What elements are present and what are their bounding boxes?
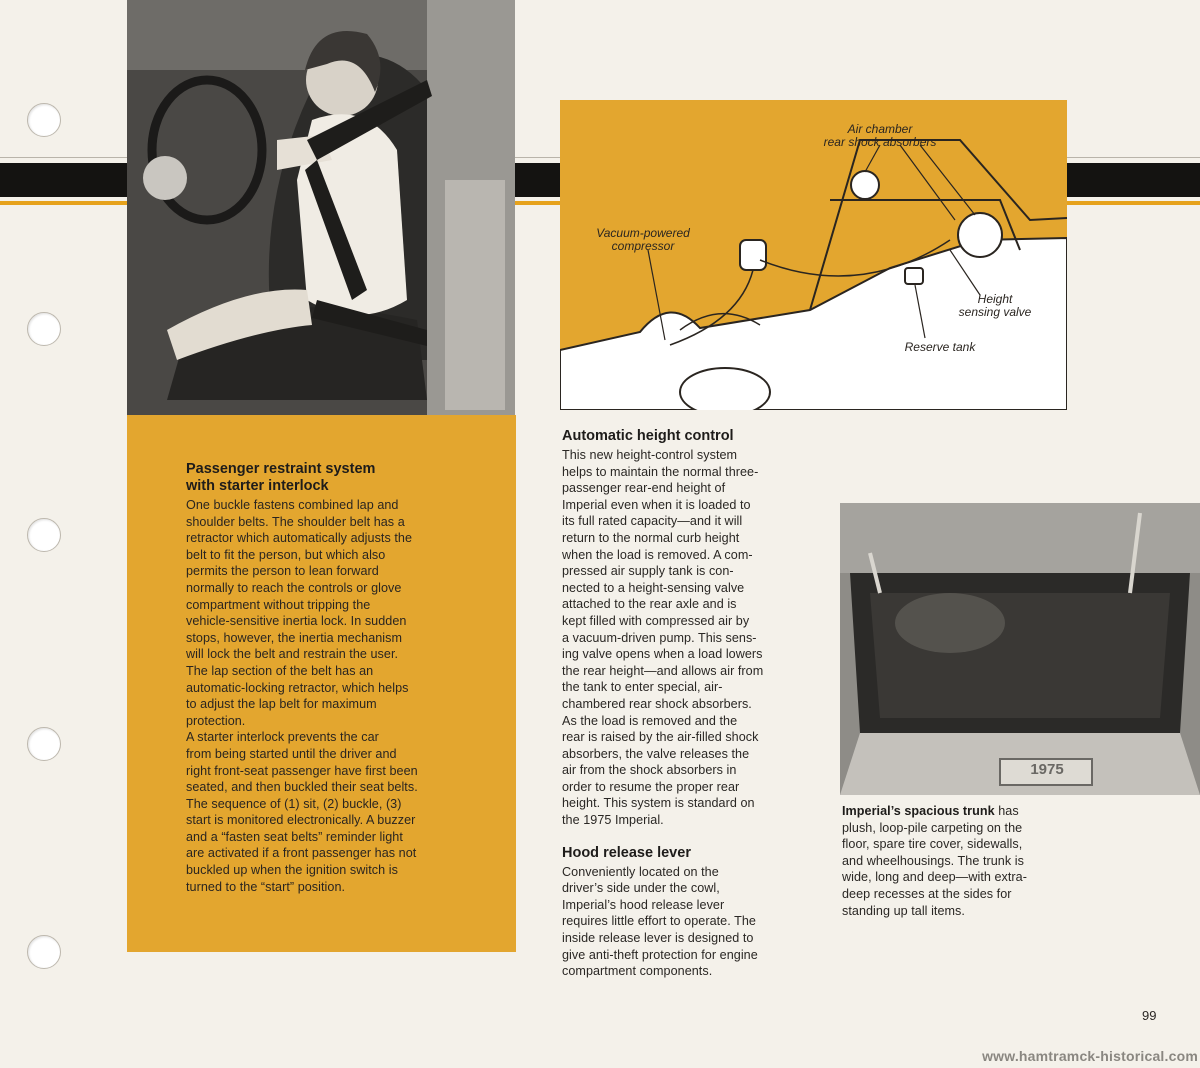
height-control-body: This new height-control system helps to maintain the normal three- passenger rear-end height of Imperial even when it is loaded to its full rated capacity—and it will return to the normal curb height when the load is removed. A com- pressed air supply tank is con- nected to a height-sensing valve attached to the rear axle and is kept filled with compressed air by a vacuum-driven pump. This sens- ing valve opens when a load lowers the rear height—and allows air from the tank to enter special, air- chambered rear shock absorbers. As the load is removed and the rear is raised by the air-filled shock absorbers, the valve releases the air from the shock absorbers in order to resume the proper rear height. This system is standard on the 1975 Imperial.: [562, 448, 764, 828]
driver-seat-belt-photo: [127, 0, 515, 415]
passenger-restraint-paragraph: One buckle fastens combined lap and shoulder belts. The shoulder belt has a retractor which automatically adjusts the belt to fit the person, but which also permits the person to lean forward normally to reach the controls or glove compartment without tripping the vehicle-sensitive inertia lock. In sudden stops, however, the inertia mechanism will lock the belt and restrain the user. The lap section of the belt has an automatic-locking retractor, which helps to adjust the lap belt for maximum protection.: [186, 498, 413, 728]
passenger-restraint-panel: [127, 415, 516, 952]
trunk-caption-lead: Imperial’s spacious trunk: [842, 804, 995, 818]
binder-hole: [27, 727, 61, 761]
reserve-tank-label: Reserve tank: [904, 340, 976, 354]
hood-release-heading: Hood release lever: [562, 844, 691, 861]
rule-line: [1067, 157, 1200, 158]
air-chamber-label: Air chamber rear shock absorbers: [823, 122, 937, 149]
yellow-stripe-middle: [515, 201, 560, 205]
sequence-paragraph: The sequence of (1) sit, (2) buckle, (3) start is monitored electronically. A buzzer and a “fasten seat belts” reminder light are activated if a front passenger has not buckled up when the ignition switch is turned to the “start” position.: [186, 796, 417, 894]
height-control-diagram: [560, 100, 1067, 410]
page-number: 99: [1142, 1008, 1157, 1023]
rule-line: [515, 157, 560, 158]
trunk-photo: [840, 503, 1200, 795]
starter-interlock-paragraph: A starter interlock prevents the car from being started until the driver and right front-seat passenger have first been seated, and then buckled their seat belts.: [186, 730, 418, 795]
black-stripe-right: [1067, 163, 1200, 197]
watermark-url: www.hamtramck-historical.com: [982, 1048, 1198, 1064]
height-valve-label: Height sensing valve: [958, 292, 1032, 319]
trunk-caption: [842, 803, 1072, 919]
passenger-restraint-heading: Passenger restraint system with starter interlock: [186, 461, 376, 494]
binder-hole: [27, 312, 61, 346]
black-stripe-middle: [515, 163, 560, 197]
height-control-column: [562, 428, 808, 980]
height-control-heading: Automatic height control: [562, 428, 734, 444]
license-plate-text: 1975: [1030, 761, 1064, 778]
black-stripe-left: [0, 163, 127, 197]
binder-hole: [27, 935, 61, 969]
yellow-stripe-left: [0, 201, 127, 205]
trunk-caption-body: has plush, loop-pile carpeting on the floor, spare tire cover, sidewalls, and wheelhousings. The trunk is wide, long and deep—with extra- deep recesses at the sides for standing up tall items.: [842, 804, 1027, 918]
compressor-label: Vacuum-powered compressor: [596, 226, 690, 253]
binder-hole: [27, 103, 61, 137]
hood-release-body: Conveniently located on the driver’s side under the cowl, Imperial’s hood release lever requires little effort to operate. The inside release lever is designed to give anti-theft protection for engine compartment components.: [562, 864, 758, 979]
rule-line: [0, 157, 127, 158]
yellow-stripe-right: [1067, 201, 1200, 205]
binder-hole: [27, 518, 61, 552]
